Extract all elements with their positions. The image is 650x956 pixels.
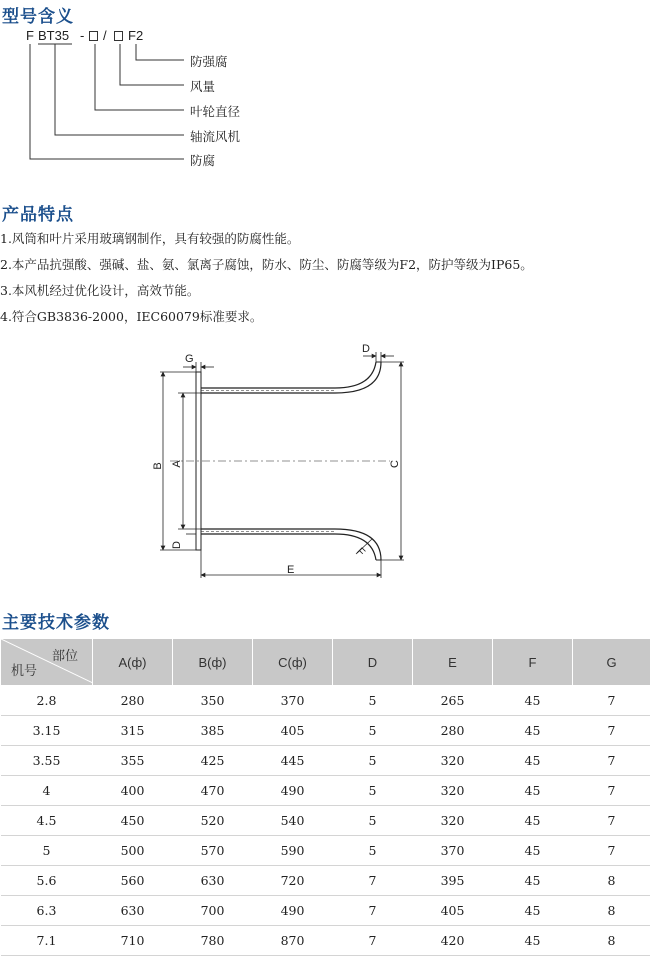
table-cell: 5 xyxy=(333,776,413,806)
model-number-cell: 7.1 xyxy=(1,926,93,956)
feature-item: 1.风筒和叶片采用玻璃钢制作，具有较强的防腐性能。 xyxy=(0,229,299,247)
table-cell: 5 xyxy=(333,746,413,776)
table-cell: 470 xyxy=(173,776,253,806)
table-row xyxy=(1,836,650,866)
table-cell: 420 xyxy=(413,926,493,956)
feature-item: 2.本产品抗强酸、强碱、盐、氨、氯离子腐蚀，防水、防尘、防腐等级为F2，防护等级为IP65。 xyxy=(0,255,533,273)
table-cell: 7 xyxy=(573,686,650,716)
table-cell: 370 xyxy=(253,686,333,716)
table-cell: 425 xyxy=(173,746,253,776)
table-cell: 45 xyxy=(493,866,573,896)
table-cell: 540 xyxy=(253,806,333,836)
table-cell: 5 xyxy=(333,836,413,866)
table-row xyxy=(1,806,650,836)
column-header: E xyxy=(413,639,493,686)
table-row xyxy=(1,896,650,926)
column-header: C(ф) xyxy=(253,639,333,686)
table-row xyxy=(1,716,650,746)
table-cell: 45 xyxy=(493,716,573,746)
model-number-cell: 3.15 xyxy=(1,716,93,746)
model-number-cell: 2.8 xyxy=(1,686,93,716)
model-number-cell: 6.3 xyxy=(1,896,93,926)
table-cell: 7 xyxy=(573,746,650,776)
table-cell: 8 xyxy=(573,926,650,956)
legend-impeller-diameter: 叶轮直径 xyxy=(190,102,240,120)
legend-axial-fan: 轴流风机 xyxy=(190,127,240,145)
table-cell: 560 xyxy=(93,866,173,896)
table-cell: 490 xyxy=(253,776,333,806)
fan-duct-drawing xyxy=(0,340,650,585)
table-cell: 405 xyxy=(413,896,493,926)
specs-table xyxy=(0,638,650,956)
table-cell: 395 xyxy=(413,866,493,896)
feature-item: 4.符合GB3836-2000，IEC60079标准要求。 xyxy=(0,307,262,325)
table-cell: 45 xyxy=(493,746,573,776)
table-cell: 7 xyxy=(573,716,650,746)
table-cell: 720 xyxy=(253,866,333,896)
model-number-cell: 5.6 xyxy=(1,866,93,896)
table-cell: 7 xyxy=(573,806,650,836)
table-row xyxy=(1,746,650,776)
dim-label-d-top: D xyxy=(362,343,370,355)
table-cell: 520 xyxy=(173,806,253,836)
table-cell: 405 xyxy=(253,716,333,746)
dim-label-a: A xyxy=(171,460,183,468)
table-row xyxy=(1,686,650,716)
table-cell: 320 xyxy=(413,776,493,806)
table-corner-cell xyxy=(1,639,93,686)
table-cell: 45 xyxy=(493,806,573,836)
legend-anticorrosion: 防腐 xyxy=(190,151,215,169)
column-header: A(ф) xyxy=(93,639,173,686)
table-row xyxy=(1,776,650,806)
table-cell: 710 xyxy=(93,926,173,956)
table-cell: 280 xyxy=(413,716,493,746)
model-number-cell: 4 xyxy=(1,776,93,806)
table-cell: 320 xyxy=(413,806,493,836)
table-cell: 7 xyxy=(333,896,413,926)
table-cell: 350 xyxy=(173,686,253,716)
table-cell: 445 xyxy=(253,746,333,776)
table-cell: 700 xyxy=(173,896,253,926)
model-number-cell: 3.55 xyxy=(1,746,93,776)
column-header: G xyxy=(573,639,650,686)
model-number-cell: 4.5 xyxy=(1,806,93,836)
code-prefix: F xyxy=(26,28,34,43)
table-cell: 45 xyxy=(493,926,573,956)
table-cell: 870 xyxy=(253,926,333,956)
column-header: B(ф) xyxy=(173,639,253,686)
code-dash: - xyxy=(80,28,84,43)
table-cell: 370 xyxy=(413,836,493,866)
table-cell: 8 xyxy=(573,896,650,926)
table-cell: 570 xyxy=(173,836,253,866)
table-cell: 7 xyxy=(573,776,650,806)
table-row xyxy=(1,866,650,896)
code-series: BT35 xyxy=(38,28,69,43)
code-slash: / xyxy=(103,28,107,43)
table-cell: 355 xyxy=(93,746,173,776)
table-cell: 7 xyxy=(573,836,650,866)
model-number-cell: 5 xyxy=(1,836,93,866)
table-cell: 400 xyxy=(93,776,173,806)
dim-label-c: C xyxy=(389,460,401,468)
table-cell: 8 xyxy=(573,866,650,896)
table-cell: 45 xyxy=(493,896,573,926)
table-cell: 450 xyxy=(93,806,173,836)
table-cell: 7 xyxy=(333,866,413,896)
dim-label-f: F xyxy=(354,546,367,559)
dim-label-b: B xyxy=(152,462,164,469)
dim-label-g: G xyxy=(185,353,194,365)
table-cell: 5 xyxy=(333,686,413,716)
table-cell: 45 xyxy=(493,776,573,806)
table-body xyxy=(1,686,650,956)
column-header: F xyxy=(493,639,573,686)
table-cell: 500 xyxy=(93,836,173,866)
table-cell: 45 xyxy=(493,836,573,866)
feature-item: 3.本风机经过优化设计，高效节能。 xyxy=(0,281,199,299)
corner-label-part: 部位 xyxy=(52,645,78,664)
table-cell: 630 xyxy=(173,866,253,896)
features-heading: 产品特点 xyxy=(2,200,74,225)
table-row xyxy=(1,926,650,956)
dim-label-d-bottom: D xyxy=(171,541,183,549)
table-cell: 490 xyxy=(253,896,333,926)
column-header: D xyxy=(333,639,413,686)
table-header-row xyxy=(1,639,650,686)
legend-airflow: 风量 xyxy=(190,77,215,95)
legend-anticorrosion-strong: 防强腐 xyxy=(190,52,228,70)
model-code-leader-lines xyxy=(0,0,200,170)
table-cell: 630 xyxy=(93,896,173,926)
table-cell: 590 xyxy=(253,836,333,866)
table-cell: 780 xyxy=(173,926,253,956)
table-cell: 5 xyxy=(333,716,413,746)
table-cell: 280 xyxy=(93,686,173,716)
table-cell: 385 xyxy=(173,716,253,746)
corner-label-model: 机号 xyxy=(11,660,37,679)
table-cell: 320 xyxy=(413,746,493,776)
specs-heading: 主要技术参数 xyxy=(2,608,110,633)
table-cell: 45 xyxy=(493,686,573,716)
table-cell: 265 xyxy=(413,686,493,716)
table-cell: 7 xyxy=(333,926,413,956)
code-suffix: F2 xyxy=(128,28,143,43)
dim-label-e: E xyxy=(287,564,294,576)
duct-body xyxy=(170,362,390,560)
table-cell: 5 xyxy=(333,806,413,836)
table-cell: 315 xyxy=(93,716,173,746)
model-heading: 型号含义 xyxy=(2,2,74,27)
